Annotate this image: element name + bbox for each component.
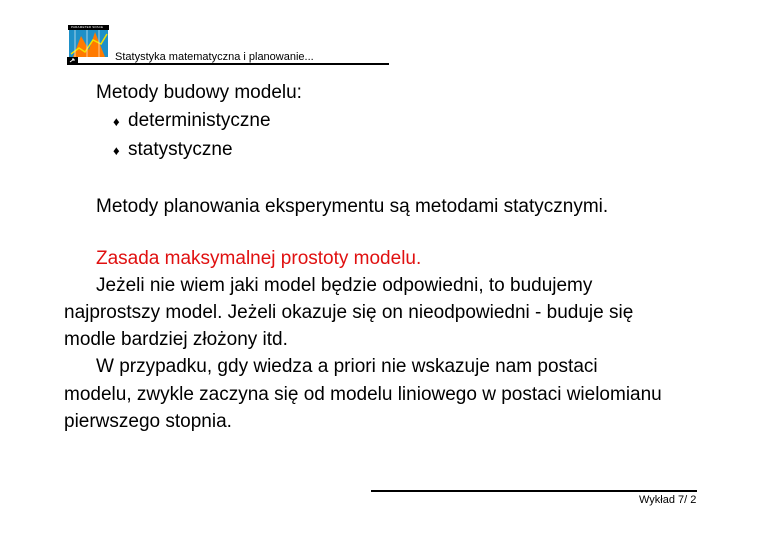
lecture-logo xyxy=(67,24,110,64)
methods-heading: Metody budowy modelu: xyxy=(96,82,302,103)
method-item-statistical: statystyczne xyxy=(128,139,233,160)
paragraph2-line: pierwszego stopnia. xyxy=(64,411,232,432)
paragraph2-line: W przypadku, gdy wiedza a priori nie wskazuje nam postaci xyxy=(96,356,598,377)
paragraph1-line: najprostszy model. Jeżeli okazuje się on nieodpowiedni - buduje się xyxy=(64,302,634,323)
logo-text: PARAMETER SPACE xyxy=(71,25,104,29)
bullet-icon: ♦ xyxy=(113,143,120,158)
principle-heading: Zasada maksymalnej prostoty modelu. xyxy=(96,248,422,269)
bullet-icon: ♦ xyxy=(113,114,120,129)
method-item-deterministic: deterministyczne xyxy=(128,110,271,131)
paragraph1-line: modle bardziej złożony itd. xyxy=(64,329,288,350)
paragraph1-line: Jeżeli nie wiem jaki model będzie odpowiedni, to budujemy xyxy=(96,275,593,296)
footer-rule xyxy=(371,490,697,492)
logo-graphic xyxy=(67,24,110,64)
header-title: Statystyka matematyczna i planowanie... xyxy=(115,51,314,63)
planning-sentence: Metody planowania eksperymentu są metodami statycznymi. xyxy=(96,196,609,217)
header-rule xyxy=(67,63,389,65)
page-number: Wykład 7/ 2 xyxy=(639,494,697,506)
paragraph2-line: modelu, zwykle zaczyna się od modelu liniowego w postaci wielomianu xyxy=(64,384,662,405)
